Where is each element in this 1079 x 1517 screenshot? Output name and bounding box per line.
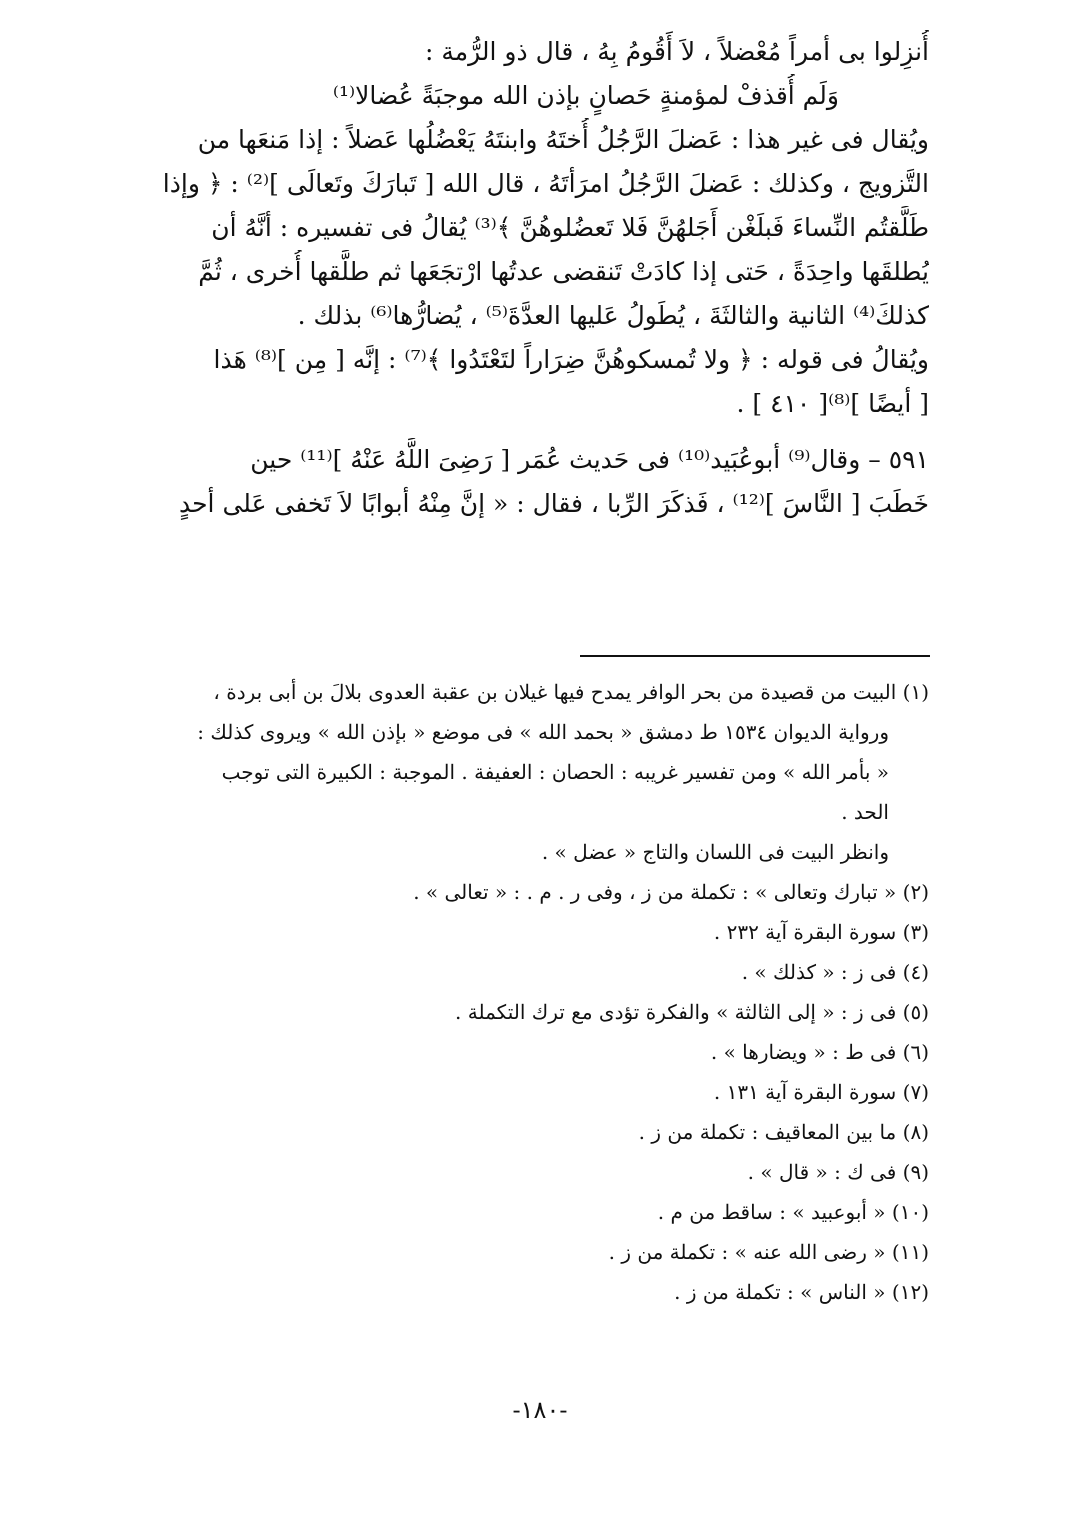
text-line: أُنزِلوا بى أمراً مُعْضلاً ، لاَ أَقُومُ بِهُ ، قال ذو الرُّمة : [424,37,929,66]
footnote-line: (١٢) « الناس » : تكملة من ز . [674,1280,929,1304]
footnote-line: (٣) سورة البقرة آية ٢٣٢ . [713,920,929,944]
footnote-line: (٤) فى ز : « كذلك » . [741,960,929,984]
verse-line: وَلَم أُقذفْ لمؤمنةٍ حَصانٍ بإذن الله موجبَةً عُضالا⁽¹⁾ [332,81,839,110]
text-line: كذلكَ⁽⁴⁾ الثانية والثالثَةَ ، يُطَولُ عَليها العدَّةَ⁽⁵⁾ ، يُضارُّها⁽⁶⁾ بذلك . [297,301,929,330]
footnote-separator [580,655,930,657]
text-line: ويُقال فى غير هذا : عَضلَ الرَّجُلُ أُختَهُ وابنتَهُ يَعْضُلُها عَضلاً : إذا مَنعَها من [197,125,929,154]
footnote-line: ورواية الديوان ١٥٣٤ ط دمشق « بحمد الله » فى موضع « بإذن الله » ويروى كذلك : [197,720,889,744]
footnote-line: (١٠) « أبوعبيد » : ساقط من م . [657,1200,929,1224]
text-line: ٥٩١ – وقال⁽⁹⁾ أبوعُبَيد⁽¹⁰⁾ فى حَديث عُمَر [ رَضِىَ اللَّهُ عَنْهُ ]⁽¹¹⁾ حين [250,445,929,474]
text-line: ويُقالُ فى قوله : ﴿ ولا تُمسكوهُنَّ ضِرَاراً لتَعْتَدُوا ﴾⁽⁷⁾ : إنَّه [ مِن ]⁽⁸⁾ هَذا [213,345,929,374]
footnote-line: (٦) فى ط : « ويضارها » . [710,1040,929,1064]
text-line: خَطَبَ [ النَّاسَ ]⁽¹²⁾ ، فَذكَرَ الرِّبا ، فقال : « إنَّ مِنْهُ أبوابًا لاَ تَخفى عَلى أحدٍ [178,489,929,518]
footnote-line: الحد . [841,800,889,824]
footnote-line: (٢) « تبارك وتعالى » : تكملة من ز ، وفى ر . م . : « تعالى » . [413,880,929,904]
text-line: طَلَّقتُم النِّساءَ فَبلَغْن أَجَلهُنَّ فَلا تَعضُلوهُنَّ ﴾⁽³⁾ يُقالُ فى تفسيره : أنَّهُ أن [211,213,929,242]
text-line: التَّزويج ، وكذلك : عَضلَ الرَّجُلُ امرَأتَهُ ، قال الله [ تَبارَكَ وتَعالَى ]⁽²⁾ : ﴿ وإذا [162,169,929,198]
main-text [159,30,929,526]
paragraph-gap [159,426,929,438]
footnote-line: (٧) سورة البقرة آية ١٣١ . [713,1080,929,1104]
footnotes [159,672,929,1312]
footnote-line: « بأمر الله » ومن تفسير غريبه : الحصان : العفيفة . الموجبة : الكبيرة التى توجب [221,760,889,784]
footnote-line: (٨) ما بين المعاقيف : تكملة من ز . [638,1120,929,1144]
footnote-line: (٩) فى ك : « قال » . [747,1160,929,1184]
footnote-line: وانظر البيت فى اللسان والتاج « عضل » . [541,840,889,864]
footnote-line: (١١) « رضى الله عنه » : تكملة من ز . [608,1240,929,1264]
text-line: [ أيضًا ]⁽⁸⁾[ ٤١٠ ] . [736,389,929,418]
text-line: يُطلقَها واحِدَةً ، حَتى إذا كادَتْ تَنقضى عدتُها ارْتجَعَها ثم طلَّقها أُخرى ، ثُمَّ [198,257,929,286]
footnote-line: (٥) فى ز : « إلى الثالثة » والفكرة تؤدى مع ترك التكملة . [455,1000,929,1024]
page-number: -١٨٠- [512,1396,568,1424]
footnote-line: (١) البيت من قصيدة من بحر الوافر يمدح فيها غيلان بن عقبة العدوى بلالَ بن أبى بردة ، [213,680,929,704]
